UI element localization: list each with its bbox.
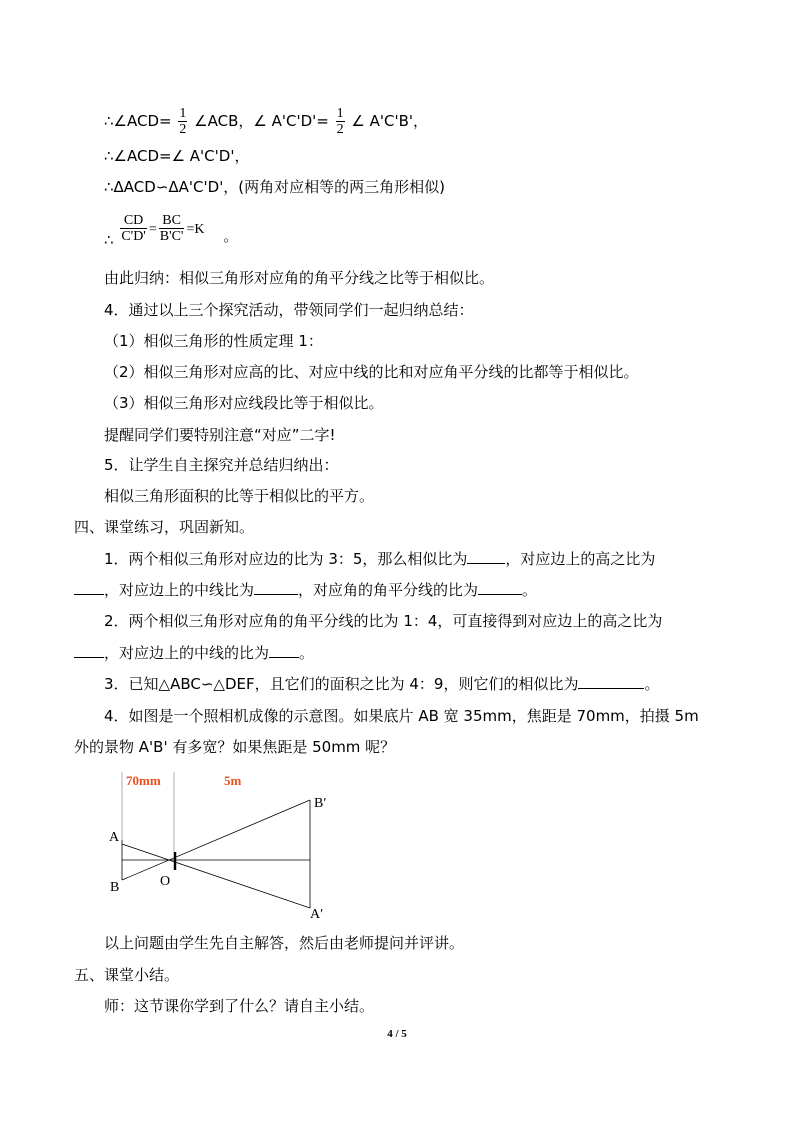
fraction-half-2-numerator: 1 xyxy=(336,106,344,121)
subitem-2: （2）相似三角形对应高的比、对应中线的比和对应角平分线的比都等于相似比。 xyxy=(104,363,639,381)
exercise-2-text-c: 。 xyxy=(299,644,315,662)
proof-line-1 xyxy=(104,106,428,137)
section-4-heading: 四、课堂练习，巩固新知。 xyxy=(74,518,255,536)
answer-blank xyxy=(269,643,299,658)
fraction-cd-numerator: CD xyxy=(120,213,147,229)
therefore-symbol: ∴ xyxy=(104,231,114,249)
proof-ratio-line xyxy=(104,210,239,249)
exercise-1-text-c: ，对应边上的中线比为 xyxy=(104,581,255,599)
exercise-1-text-d: ，对应角的角平分线的比为 xyxy=(298,581,479,599)
ray-b xyxy=(122,800,310,880)
label-b-prime: B′ xyxy=(314,796,327,811)
exercise-1-line-2 xyxy=(74,580,537,600)
fraction-bc-numerator: BC xyxy=(159,213,185,229)
proof-line-1-middle: ∠ACB，∠ A'C'D'= xyxy=(194,112,329,130)
fraction-half-numerator: 1 xyxy=(179,106,187,121)
answer-blank xyxy=(74,643,104,658)
fraction-half-2-denominator: 2 xyxy=(336,122,344,137)
proof-line-1-end: ∠ A'C'B'， xyxy=(351,112,428,130)
fraction-bc-denominator: B'C' xyxy=(159,229,184,244)
equals-k: =K xyxy=(186,222,205,237)
exercise-3-text-b: 。 xyxy=(644,675,660,693)
exercise-3 xyxy=(104,674,659,694)
fraction-half xyxy=(178,106,187,137)
subitem-1: （1）相似三角形的性质定理 1： xyxy=(104,332,323,350)
proof-line-3: ∴ΔACD∽ΔA'C'D'，(两角对应相等的两三角形相似) xyxy=(104,178,446,196)
exercise-2-text-b: ，对应边上的中线的比为 xyxy=(104,644,270,662)
fraction-cd-denominator: C'D' xyxy=(121,229,146,244)
item-4-intro: 4．通过以上三个探究活动，带领同学们一起归纳总结： xyxy=(104,301,474,319)
label-a: A xyxy=(109,830,120,845)
equals-sign: = xyxy=(148,222,157,237)
label-70mm: 70mm xyxy=(126,773,161,788)
proof-ratio-end: 。 xyxy=(223,227,239,245)
exercise-1-line-1 xyxy=(104,549,655,569)
reminder-text: 提醒同学们要特别注意“对应”二字! xyxy=(104,426,336,444)
exercise-1-text-a: 1．两个相似三角形对应边的比为 3：5，那么相似比为 xyxy=(104,550,468,568)
area-rule: 相似三角形面积的比等于相似比的平方。 xyxy=(104,487,375,505)
fraction-half-denominator: 2 xyxy=(179,122,187,137)
proof-line-1-start: ∴∠ACD= xyxy=(104,112,172,130)
exercise-2-line-1: 2．两个相似三角形对应角的角平分线的比为 1：4，可直接得到对应边上的高之比为 xyxy=(104,612,663,630)
exercise-1-text-e: 。 xyxy=(522,581,538,599)
exercise-4-line-2: 外的景物 A'B' 有多宽？如果焦距是 50mm 呢？ xyxy=(74,738,396,756)
section-5-heading: 五、课堂小结。 xyxy=(74,966,180,984)
label-5m: 5m xyxy=(224,773,242,788)
proof-line-2: ∴∠ACD=∠ A'C'D'， xyxy=(104,147,250,165)
fraction-half-2 xyxy=(336,106,345,137)
page-number: 4 / 5 xyxy=(387,1028,407,1040)
after-diagram-text: 以上问题由学生先自主解答，然后由老师提问并评讲。 xyxy=(104,934,465,952)
subitem-3: （3）相似三角形对应线段比等于相似比。 xyxy=(104,394,384,412)
conclusion-paragraph: 由此归纳：相似三角形对应角的角平分线之比等于相似比。 xyxy=(104,269,495,287)
answer-blank xyxy=(467,549,505,564)
ray-a xyxy=(122,844,310,908)
teacher-prompt: 师：这节课你学到了什么？请自主小结。 xyxy=(104,997,375,1015)
item-5: 5．让学生自主探究并总结归纳出： xyxy=(104,456,339,474)
answer-blank xyxy=(578,674,644,689)
answer-blank xyxy=(74,580,104,595)
label-b: B xyxy=(110,880,120,895)
exercise-4-line-1: 4．如图是一个照相机成像的示意图。如果底片 AB 宽 35mm，焦距是 70mm，拍摄 5m xyxy=(104,707,699,725)
exercise-2-line-2 xyxy=(74,643,314,663)
exercise-1-text-b: ，对应边上的高之比为 xyxy=(505,550,656,568)
label-o: O xyxy=(160,874,171,889)
label-a-prime: A′ xyxy=(310,907,324,920)
answer-blank xyxy=(254,580,298,595)
exercise-3-text-a: 3．已知△ABC∽△DEF，且它们的面积之比为 4：9，则它们的相似比为 xyxy=(104,675,579,693)
camera-imaging-diagram xyxy=(102,760,342,920)
answer-blank xyxy=(478,580,522,595)
fraction-cd xyxy=(120,213,147,244)
fraction-bc xyxy=(159,213,185,244)
